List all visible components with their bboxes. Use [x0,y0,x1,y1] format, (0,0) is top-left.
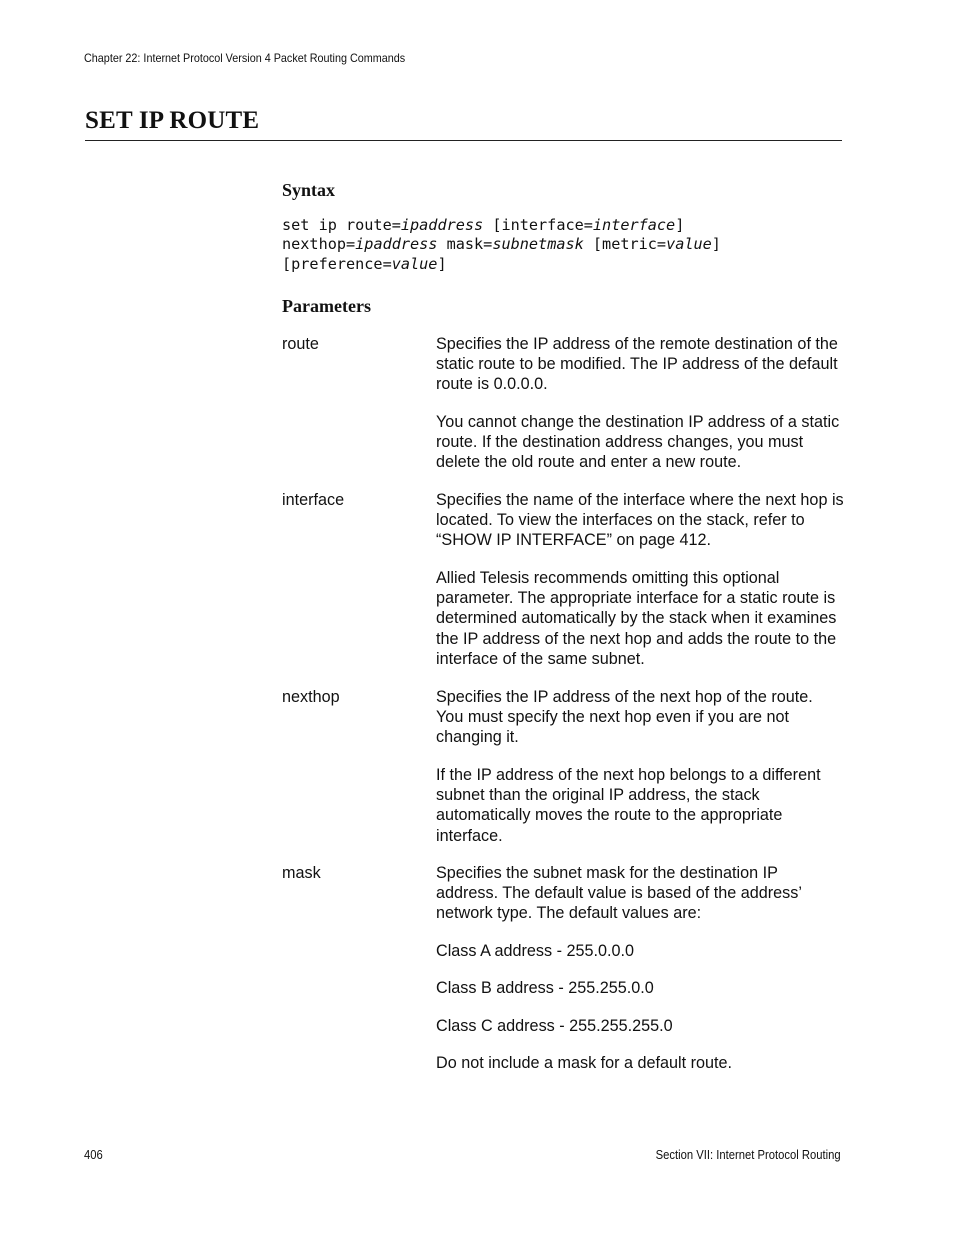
param-mask-description: Specifies the subnet mask for the destination IP address. The default value is based of the address’ network type. The default values are: [436,864,802,923]
param-name-interface: interface [282,491,345,509]
param-name-nexthop: nexthop [282,688,340,706]
param-route-note: You cannot change the destination IP address of a static route. If the destination address changes, you must delete the old route and enter a new route. [436,413,840,472]
param-interface-description: Specifies the name of the interface where the next hop is located. To view the interfaces on the stack, refer to “SHOW IP INTERFACE” on page 412. [436,491,844,550]
parameters-heading: Parameters [282,296,371,316]
syntax-line-1: set ip route=ipaddress [interface=interface] [282,216,685,234]
param-name-mask: mask [282,864,321,882]
page-title: SET IP ROUTE [85,107,260,134]
syntax-block [282,216,721,274]
running-header: Chapter 22: Internet Protocol Version 4 Packet Routing Commands [84,51,406,65]
running-footer-section: Section VII: Internet Protocol Routing [655,1148,841,1162]
param-mask-note: Do not include a mask for a default route. [436,1054,733,1072]
param-mask-class-c: Class C address - 255.255.255.0 [436,1017,673,1035]
syntax-line-2: nexthop=ipaddress mask=subnetmask [metric=value] [282,235,721,254]
param-name-route: route [282,335,319,353]
page-number: 406 [84,1148,103,1162]
param-nexthop-note: If the IP address of the next hop belongs to a different subnet than the original IP address, the stack automatically moves the route to the appropriate interface. [436,766,821,845]
param-mask-class-a: Class A address - 255.0.0.0 [436,942,634,960]
param-route-description: Specifies the IP address of the remote destination of the static route to be modified. The IP address of the default route is 0.0.0.0. [436,335,838,394]
param-interface-note: Allied Telesis recommends omitting this optional parameter. The appropriate interface for a static route is determined automatically by the stack when it examines the IP address of the next hop and adds the route to the interface of the same subnet. [436,569,837,668]
syntax-line-3: [preference=value] [282,254,447,273]
param-nexthop-description: Specifies the IP address of the next hop of the route. You must specify the next hop even if you are not changing it. [436,688,813,747]
param-mask-class-b: Class B address - 255.255.0.0 [436,979,654,997]
syntax-heading: Syntax [282,180,336,200]
title-rule [85,140,842,141]
